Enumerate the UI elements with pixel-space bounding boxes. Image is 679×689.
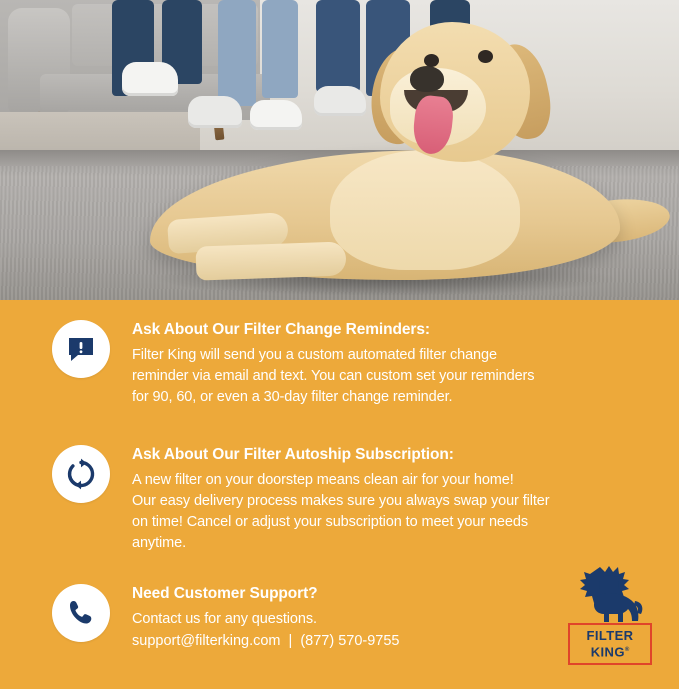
lion-mascot-icon	[574, 565, 646, 623]
logo-line-filter: FILTER	[586, 627, 634, 643]
dog-nose	[410, 66, 444, 92]
section-body	[132, 609, 400, 630]
body-line: Filter King will send you a custom automated filter change	[132, 347, 497, 363]
sneaker	[188, 96, 242, 128]
section-text	[132, 445, 550, 554]
hero-photo	[0, 0, 679, 300]
dog-chest	[330, 150, 520, 270]
logo-trademark: ®	[624, 646, 630, 653]
phone-handset-icon	[52, 584, 110, 642]
body-line: Contact us for any questions.	[132, 611, 317, 627]
section-autoship-subscription	[52, 445, 550, 554]
section-customer-support	[52, 584, 400, 652]
support-contact-line	[132, 630, 400, 652]
section-text	[132, 320, 534, 408]
body-line: for 90, 60, or even a 30-day filter change reminder.	[132, 389, 453, 405]
support-email[interactable]: support@filterking.com	[132, 633, 281, 649]
dog-eye	[424, 54, 439, 67]
sneaker	[122, 62, 178, 96]
section-title: Need Customer Support?	[132, 585, 318, 602]
logo-king-text: KING	[590, 644, 625, 660]
body-line: anytime.	[132, 535, 186, 551]
dog-eye	[478, 50, 493, 63]
refresh-cycle-icon	[52, 445, 110, 503]
logo-line-king	[591, 643, 630, 659]
section-title: Ask About Our Filter Autoship Subscription:	[132, 446, 454, 463]
brand-logo[interactable]	[568, 565, 652, 665]
chat-bubble-alert-icon	[52, 320, 110, 378]
leg	[218, 0, 256, 106]
sneaker	[250, 100, 302, 130]
section-filter-change-reminders	[52, 320, 534, 408]
support-phone[interactable]: (877) 570-9755	[300, 633, 400, 649]
body-line: A new filter on your doorstep means clean air for your home!	[132, 472, 514, 488]
section-title: Ask About Our Filter Change Reminders:	[132, 321, 430, 338]
info-panel	[0, 300, 679, 689]
leg	[316, 0, 360, 92]
section-body	[132, 345, 534, 408]
section-text	[132, 584, 400, 652]
contact-separator: |	[288, 633, 293, 649]
dog-paw	[195, 241, 346, 280]
body-line: on time! Cancel or adjust your subscription to meet your needs	[132, 514, 528, 530]
section-body	[132, 470, 550, 554]
logo-wordmark-box	[568, 623, 652, 665]
sneaker	[314, 86, 366, 116]
body-line: reminder via email and text. You can custom set your reminders	[132, 368, 535, 384]
body-line: Our easy delivery process makes sure you always swap your filter	[132, 493, 550, 509]
leg	[262, 0, 298, 98]
